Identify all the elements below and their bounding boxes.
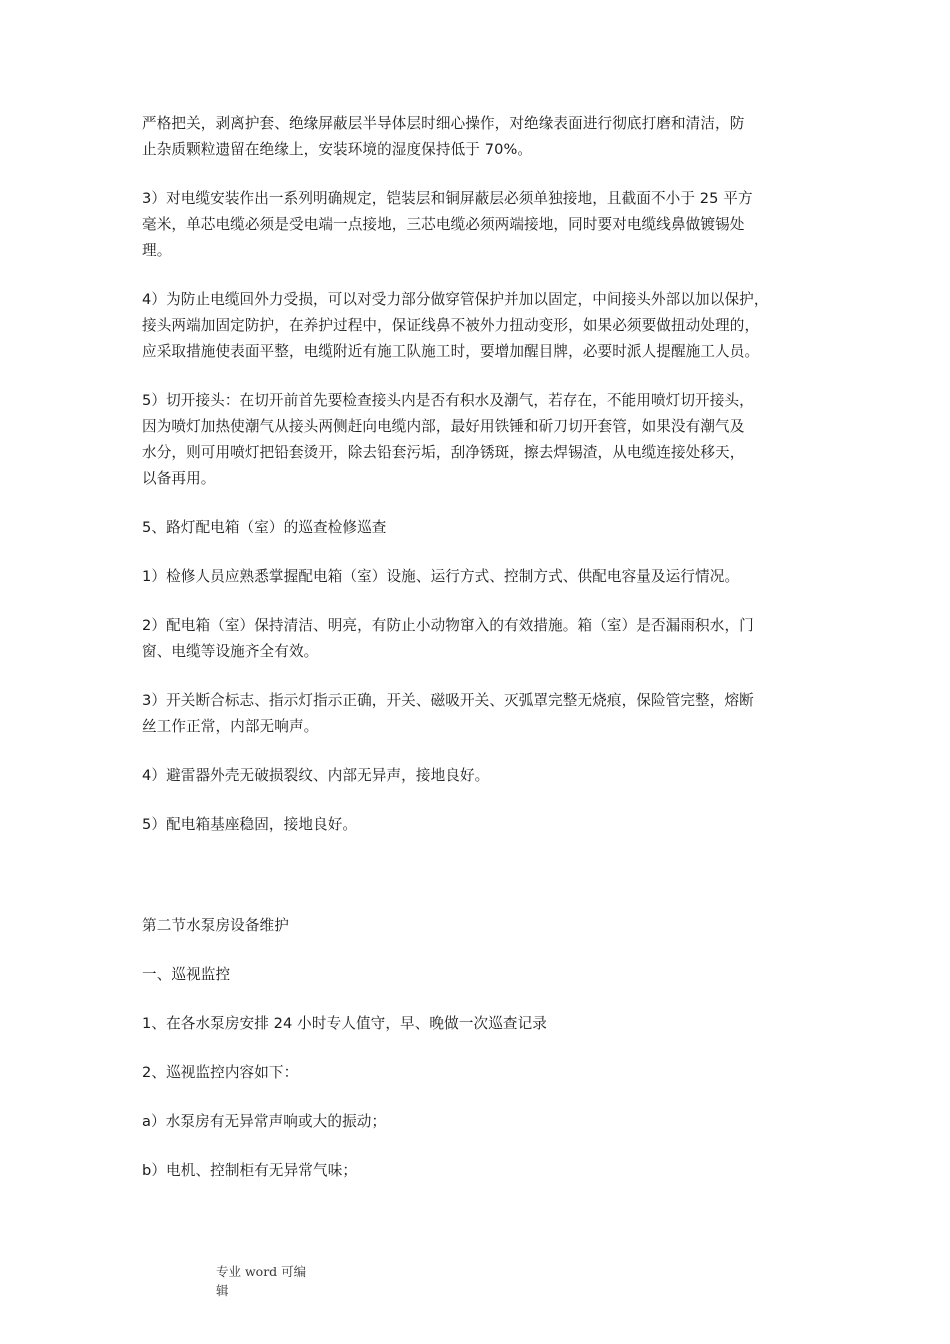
paragraph-maintenance-staff bbox=[142, 564, 812, 590]
text-line: 5、路灯配电箱（室）的巡查检修巡查 bbox=[142, 519, 387, 536]
paragraph-insulation-handling bbox=[142, 111, 812, 163]
text-line: a）水泵房有无异常声响或大的振动； bbox=[142, 1113, 387, 1130]
text-line: 2、巡视监控内容如下： bbox=[142, 1064, 299, 1081]
text-line: 2）配电箱（室）保持清洁、明亮，有防止小动物窜入的有效措施。箱（室）是否漏雨积水，门 bbox=[142, 617, 754, 634]
paragraph-box-base bbox=[142, 812, 812, 838]
text-line: 因为喷灯加热使潮气从接头两侧赶向电缆内部，最好用铁锤和斫刀切开套管，如果没有潮气及 bbox=[142, 418, 745, 435]
text-line: 以备再用。 bbox=[142, 470, 216, 487]
text-line: 3）开关断合标志、指示灯指示正确，开关、磁吸开关、灭弧罩完整无烧痕，保险管完整，熔断 bbox=[142, 692, 754, 709]
text-line: 5）配电箱基座稳固，接地良好。 bbox=[142, 816, 358, 833]
paragraph-cutting-joint bbox=[142, 388, 812, 492]
document-body bbox=[142, 111, 812, 1184]
text-line: 丝工作正常，内部无响声。 bbox=[142, 718, 319, 735]
text-line: 止杂质颗粒遗留在绝缘上，安装环境的湿度保持低于 70%。 bbox=[142, 141, 533, 158]
subheading-inspection-monitoring bbox=[142, 962, 812, 988]
section-heading-pump-room bbox=[142, 913, 812, 939]
text-line: 第二节水泵房设备维护 bbox=[142, 917, 289, 934]
text-line: 4）避雷器外壳无破损裂纹、内部无异声，接地良好。 bbox=[142, 767, 490, 784]
paragraph-cable-grounding bbox=[142, 186, 812, 264]
text-line: 1、在各水泵房安排 24 小时专人值守，早、晚做一次巡查记录 bbox=[142, 1015, 547, 1032]
text-line: 3）对电缆安装作出一系列明确规定，铠装层和铜屏蔽层必须单独接地，且截面不小于 25 平方 bbox=[142, 190, 753, 207]
list-item-abnormal-smell bbox=[142, 1158, 812, 1184]
paragraph-duty-schedule bbox=[142, 1011, 812, 1037]
text-line: 一、巡视监控 bbox=[142, 966, 231, 983]
text-line: 5）切开接头：在切开前首先要检查接头内是否有积水及潮气，若存在，不能用喷灯切开接头， bbox=[142, 392, 754, 409]
text-line: 1）检修人员应熟悉掌握配电箱（室）设施、运行方式、控制方式、供配电容量及运行情况。 bbox=[142, 568, 740, 585]
text-line: 4）为防止电缆回外力受损，可以对受力部分做穿管保护并加以固定，中间接头外部以加以保护， bbox=[142, 291, 769, 308]
text-line: 接头两端加固定防护，在养护过程中，保证线鼻不被外力扭动变形，如果必须要做扭动处理的， bbox=[142, 317, 760, 334]
text-line: b）电机、控制柜有无异常气味； bbox=[142, 1162, 358, 1179]
text-line: 水分，则可用喷灯把铅套烫开，除去铅套污垢，刮净锈斑，擦去焊锡渣，从电缆连接处移天， bbox=[142, 444, 745, 461]
paragraph-switch-indicators bbox=[142, 688, 812, 740]
paragraph-cable-protection bbox=[142, 287, 812, 365]
text-line: 严格把关，剥离护套、绝缘屏蔽层半导体层时细心操作，对绝缘表面进行彻底打磨和清洁，防 bbox=[142, 115, 745, 132]
text-line: 理。 bbox=[142, 242, 172, 259]
text-line: 毫米，单芯电缆必须是受电端一点接地，三芯电缆必须两端接地，同时要对电缆线鼻做镀锡处 bbox=[142, 216, 745, 233]
paragraph-monitoring-content bbox=[142, 1060, 812, 1086]
paragraph-box-cleanliness bbox=[142, 613, 812, 665]
list-item-abnormal-noise bbox=[142, 1109, 812, 1135]
footer-line: 专业 word 可编 bbox=[216, 1264, 307, 1279]
text-line: 窗、电缆等设施齐全有效。 bbox=[142, 643, 319, 660]
section-heading-distribution-box bbox=[142, 515, 812, 541]
footer-line: 辑 bbox=[216, 1283, 229, 1298]
paragraph-lightning-arrester bbox=[142, 763, 812, 789]
page-footer-watermark bbox=[216, 1262, 326, 1300]
text-line: 应采取措施使表面平整，电缆附近有施工队施工时，要增加醒目牌，必要时派人提醒施工人员。 bbox=[142, 343, 760, 360]
